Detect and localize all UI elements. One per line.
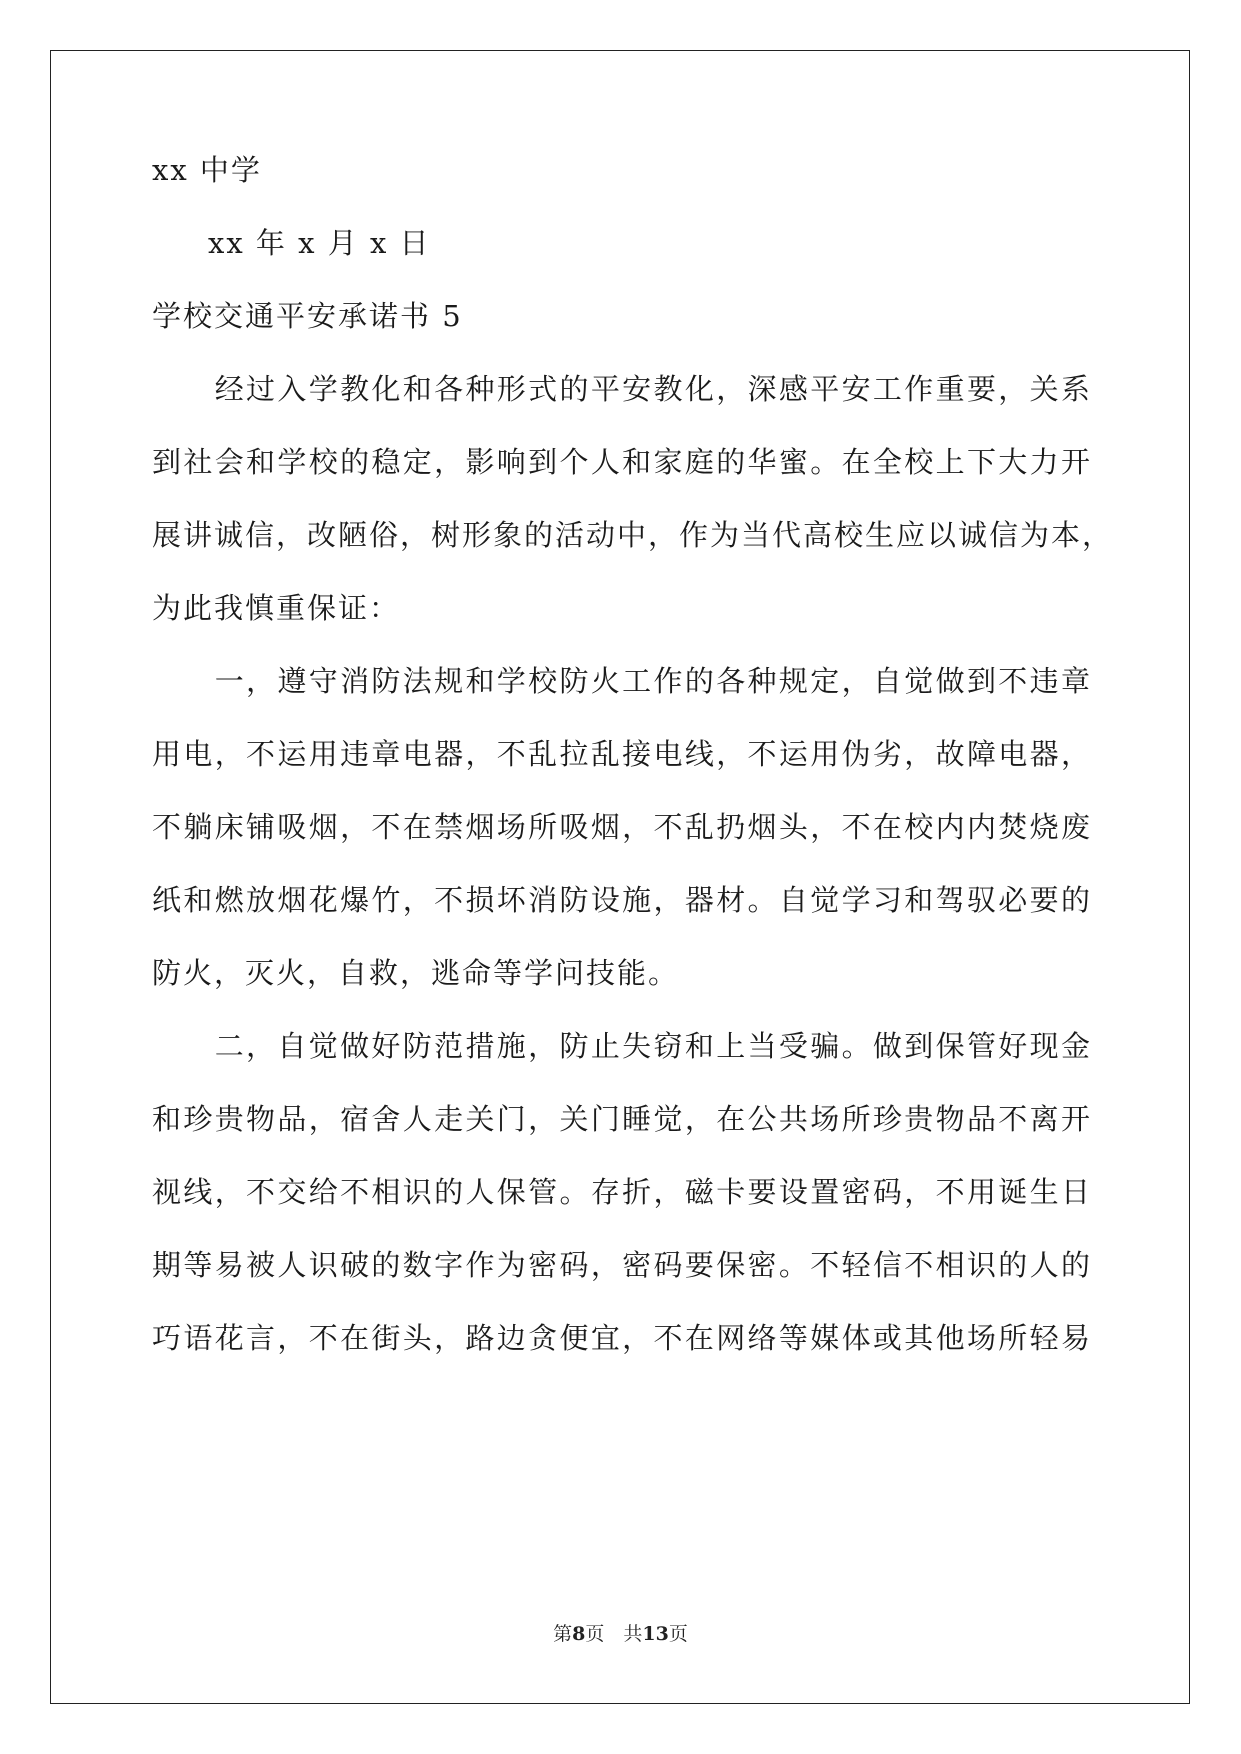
text-line: 二，自觉做好防范措施，防止失窃和上当受骗。做到保管好现金 [152, 1029, 1092, 1063]
text-line: 到社会和学校的稳定，影响到个人和家庭的华蜜。在全校上下大力开 [152, 445, 1092, 479]
text-line: 展讲诚信，改陋俗，树形象的活动中，作为当代高校生应以诚信为本， [152, 518, 1114, 552]
text-line: 防火，灭火，自救，逃命等学问技能。 [152, 956, 680, 990]
document-title: 学校交通平安承诺书 5 [152, 299, 463, 333]
text-line: 为此我慎重保证： [152, 591, 401, 625]
footer-prefix: 第 [553, 1623, 573, 1645]
text-line: 不躺床铺吸烟，不在禁烟场所吸烟，不乱扔烟头，不在校内内焚烧废 [152, 810, 1092, 844]
school-name: xx 中学 [152, 153, 262, 187]
text-line: 巧语花言，不在街头，路边贪便宜，不在网络等媒体或其他场所轻易 [152, 1321, 1092, 1355]
document-date: xx 年 x 月 x 日 [208, 226, 431, 260]
text-line: 纸和燃放烟花爆竹，不损坏消防设施，器材。自觉学习和驾驭必要的 [152, 883, 1092, 917]
text-line: 用电，不运用违章电器，不乱拉乱接电线，不运用伪劣，故障电器， [152, 737, 1092, 771]
total-page-count: 13 [642, 1623, 669, 1645]
text-line: 视线，不交给不相识的人保管。存折，磁卡要设置密码，不用诞生日 [152, 1175, 1092, 1209]
text-line: 期等易被人识破的数字作为密码，密码要保密。不轻信不相识的人的 [152, 1248, 1092, 1282]
text-line: 经过入学教化和各种形式的平安教化，深感平安工作重要，关系 [152, 372, 1092, 406]
page-footer [0, 1622, 1241, 1646]
footer-mid: 页 共 [585, 1623, 643, 1645]
footer-suffix: 页 [668, 1623, 688, 1645]
current-page-number: 8 [572, 1623, 586, 1645]
text-line: 和珍贵物品，宿舍人走关门，关门睡觉，在公共场所珍贵物品不离开 [152, 1102, 1092, 1136]
text-line: 一，遵守消防法规和学校防火工作的各种规定，自觉做到不违章 [152, 664, 1092, 698]
